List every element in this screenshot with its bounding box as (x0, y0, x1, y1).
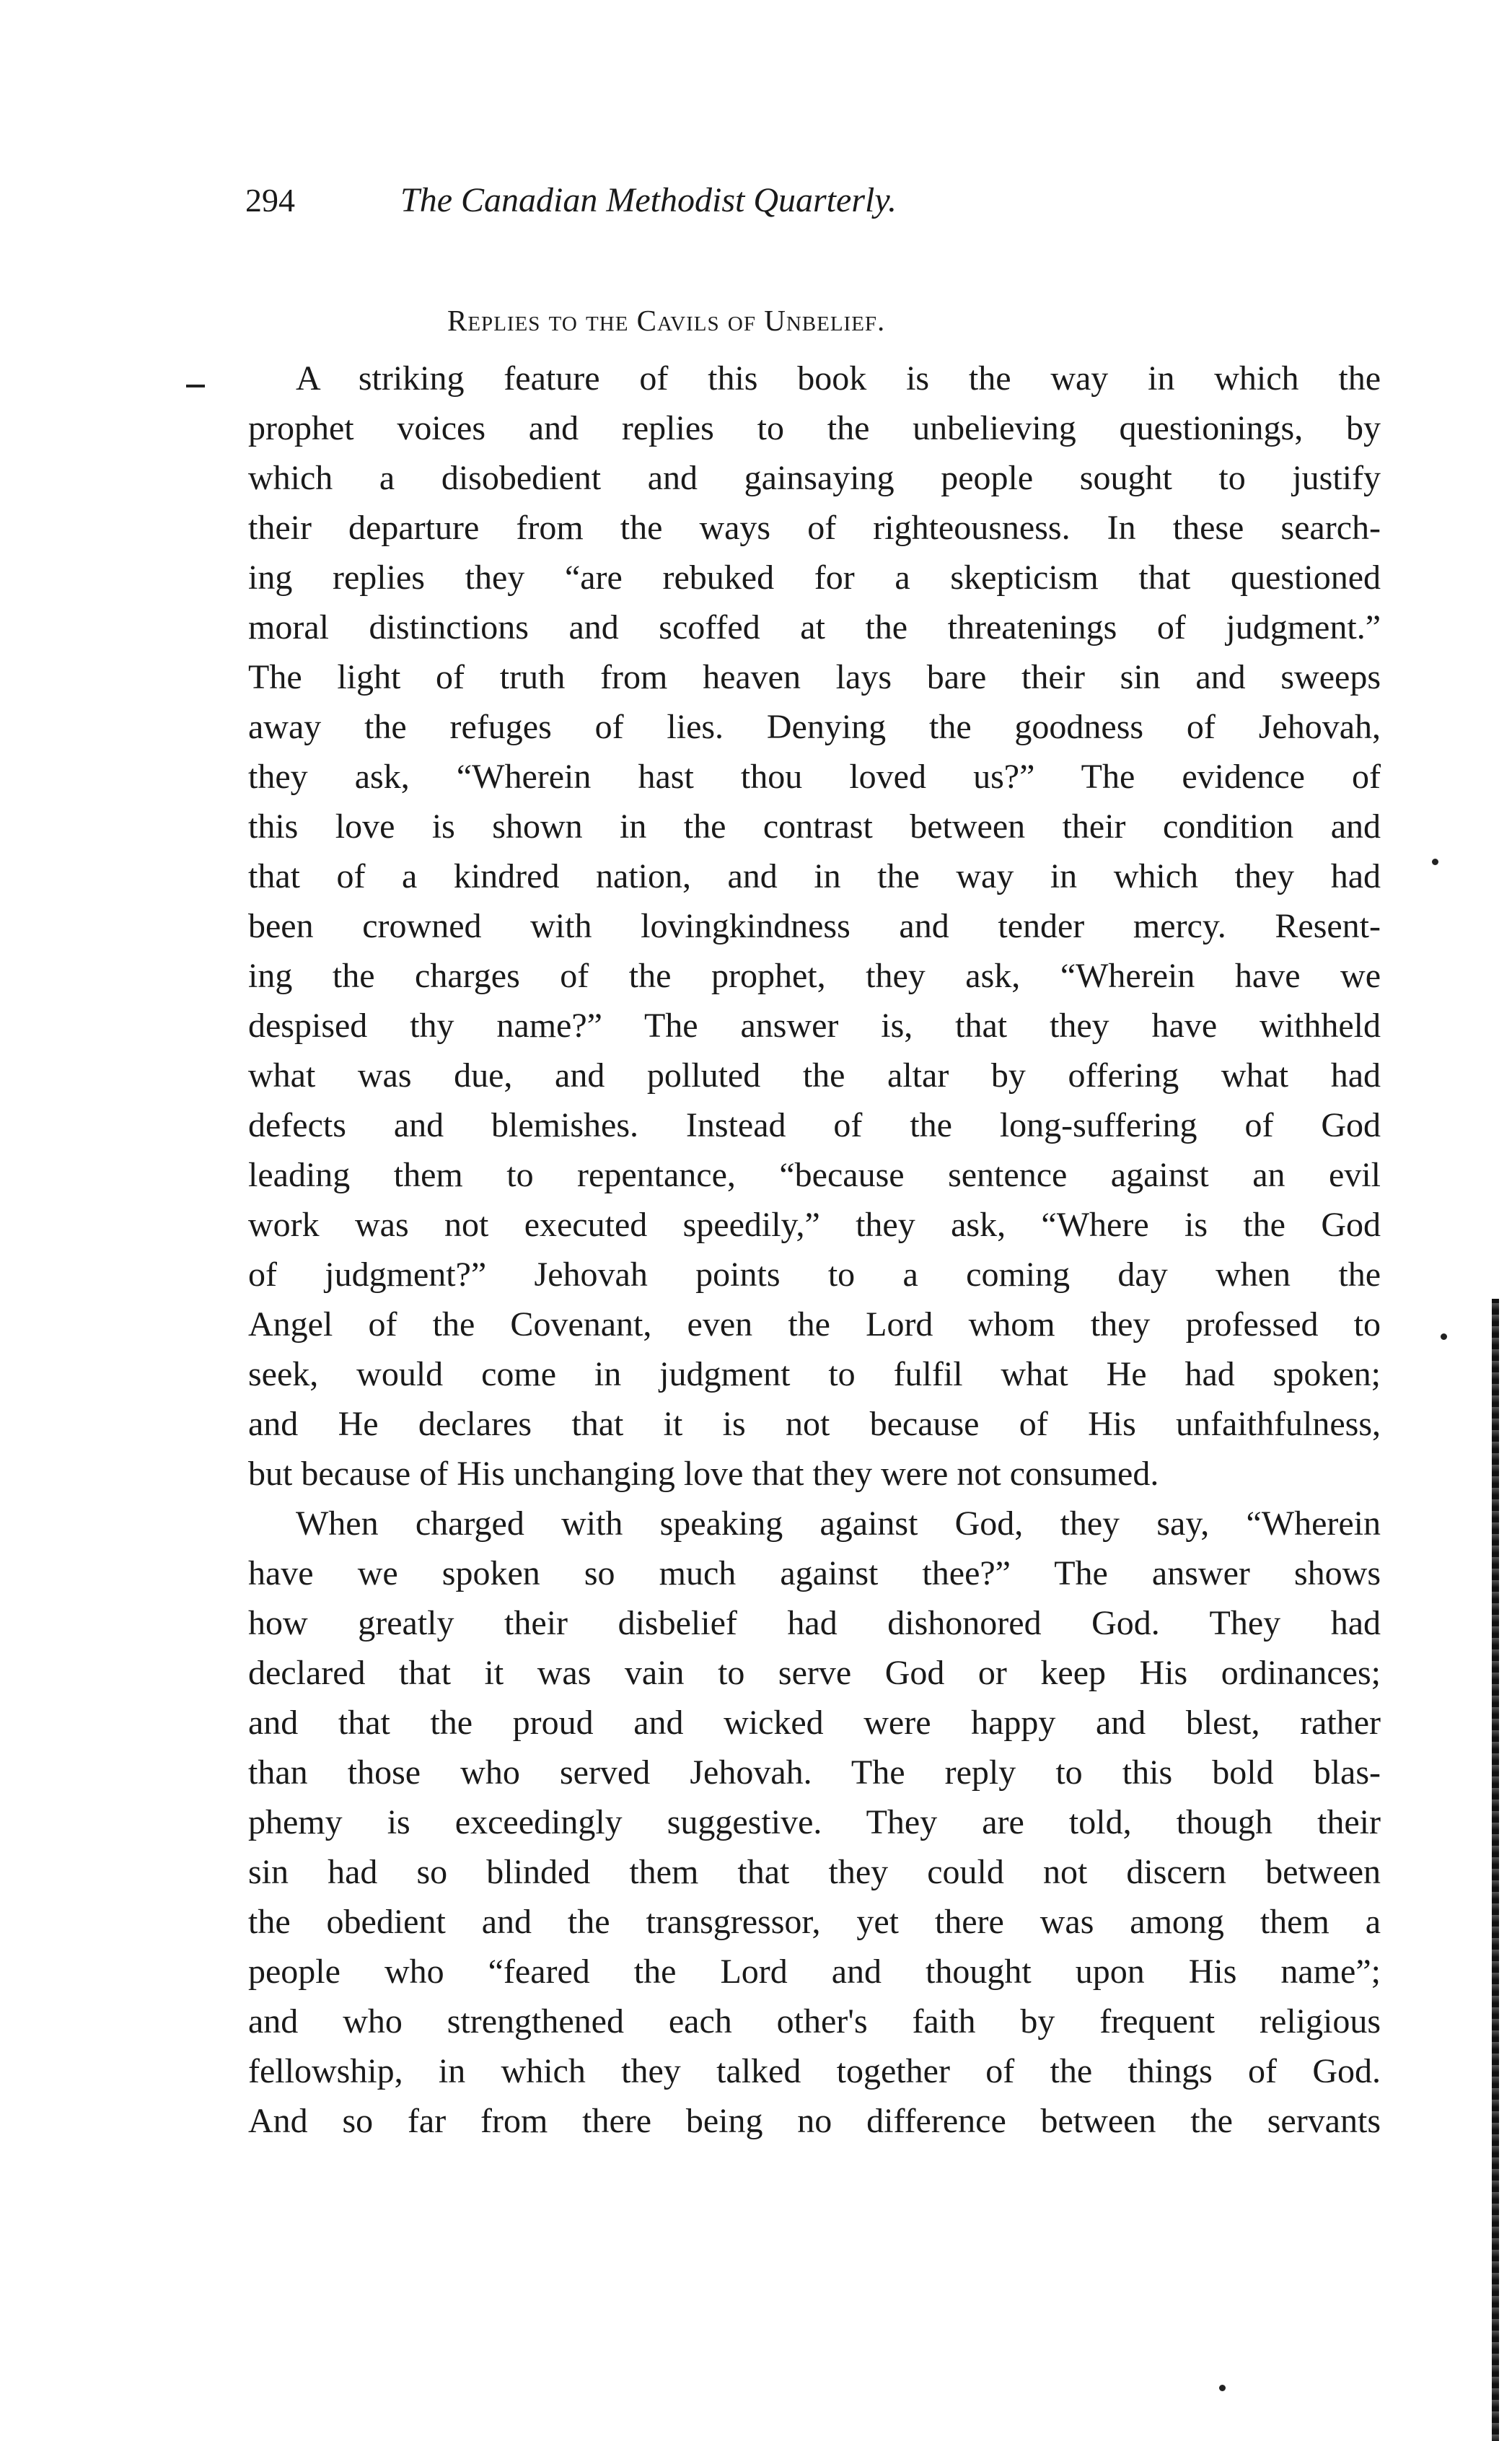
margin-dot-mark (1432, 859, 1438, 865)
page-number: 294 (245, 182, 295, 219)
margin-dot-mark (1441, 1333, 1447, 1340)
text-line: and that the proud and wicked were happy and blest, rather (248, 1704, 1381, 1742)
text-line: their departure from the ways of righteousness. In these search- (248, 509, 1381, 547)
text-line: the obedient and the transgressor, yet there was among them a (248, 1903, 1381, 1941)
text-line: been crowned with lovingkindness and tender mercy. Resent- (248, 907, 1381, 945)
text-line: And so far from there being no difference between the servants (248, 2102, 1381, 2140)
text-line: but because of His unchanging love that they were not consumed. (248, 1455, 1159, 1493)
text-line: leading them to repentance, “because sentence against an evil (248, 1156, 1381, 1194)
text-line: moral distinctions and scoffed at the threatenings of judgment.” (248, 608, 1381, 647)
text-line: have we spoken so much against thee?” The answer shows (248, 1554, 1381, 1592)
body-text (248, 354, 1381, 2146)
text-line: When charged with speaking against God, they say, “Wherein (296, 1504, 1381, 1543)
running-title: The Canadian Methodist Quarterly. (400, 181, 897, 219)
text-line: ing the charges of the prophet, they ask, “Wherein have we (248, 957, 1381, 995)
text-line: that of a kindred nation, and in the way in which they had (248, 857, 1381, 895)
page-header (245, 179, 1385, 237)
text-line: despised thy name?” The answer is, that they have withheld (248, 1007, 1381, 1045)
scan-edge-shadow (1492, 1299, 1499, 2441)
text-line: seek, would come in judgment to fulfil what He had spoken; (248, 1355, 1381, 1393)
text-line: The light of truth from heaven lays bare their sin and sweeps (248, 658, 1381, 696)
text-line: fellowship, in which they talked together of the things of God. (248, 2052, 1381, 2090)
text-line: Angel of the Covenant, even the Lord whom they professed to (248, 1305, 1381, 1344)
text-line: A striking feature of this book is the way in which the (296, 359, 1381, 398)
text-line: prophet voices and replies to the unbelieving questionings, by (248, 409, 1381, 447)
text-line: defects and blemishes. Instead of the long-suffering of God (248, 1106, 1381, 1144)
text-line: phemy is exceedingly suggestive. They are told, though their (248, 1803, 1381, 1841)
text-line: they ask, “Wherein hast thou loved us?” The evidence of (248, 758, 1381, 796)
text-line: how greatly their disbelief had dishonored God. They had (248, 1604, 1381, 1642)
text-line: which a disobedient and gainsaying people sought to justify (248, 459, 1381, 497)
text-line: ing replies they “are rebuked for a skepticism that questioned (248, 558, 1381, 597)
text-line: away the refuges of lies. Denying the goodness of Jehovah, (248, 708, 1381, 746)
text-line: and who strengthened each other's faith by frequent religious (248, 2002, 1381, 2041)
paragraph-2 (248, 1499, 1381, 2146)
text-line: this love is shown in the contrast between their condition and (248, 807, 1381, 846)
margin-dot-mark (1219, 2385, 1226, 2391)
text-line: and He declares that it is not because of His unfaithfulness, (248, 1405, 1381, 1443)
paragraph-1 (248, 354, 1381, 1499)
text-line: people who “feared the Lord and thought upon His name”; (248, 1953, 1381, 1991)
text-line: what was due, and polluted the altar by offering what had (248, 1056, 1381, 1095)
text-line: of judgment?” Jehovah points to a coming day when the (248, 1255, 1381, 1294)
section-heading: Replies to the Cavils of Unbelief. (447, 304, 886, 337)
text-line: work was not executed speedily,” they ask, “Where is the God (248, 1206, 1381, 1244)
margin-dash-mark (186, 385, 205, 387)
text-line: than those who served Jehovah. The reply to this bold blas- (248, 1753, 1381, 1792)
text-line: declared that it was vain to serve God or keep His ordinances; (248, 1654, 1381, 1692)
text-line: sin had so blinded them that they could not discern between (248, 1853, 1381, 1891)
